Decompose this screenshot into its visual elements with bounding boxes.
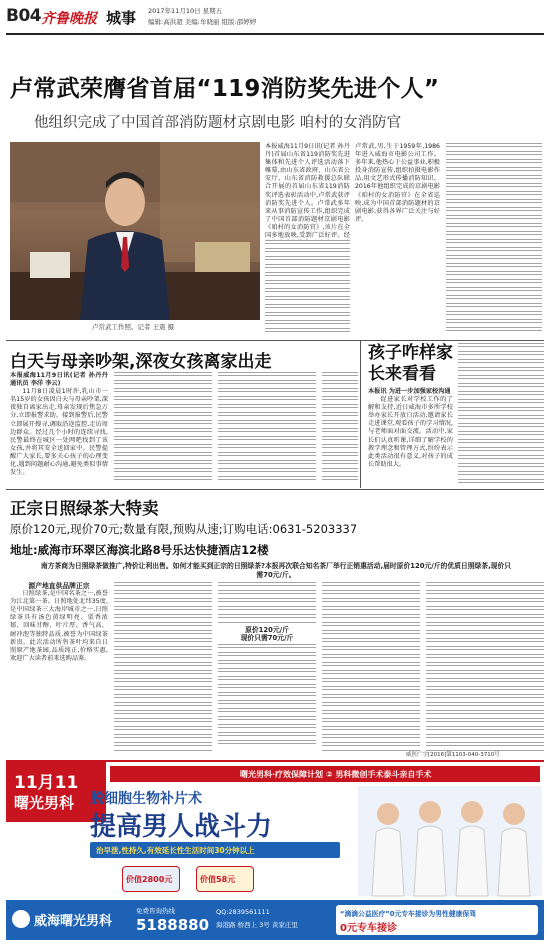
ad-hospital-name: 威海曙光男科 xyxy=(34,914,113,929)
tea-ad-intro: 南方茶商为日照绿茶做推广,特价让利出售。如何才能买到正宗的日照绿茶?本报再次联合知名茶厂举行正销惠活动,届时原价120元/斤的优质日照绿茶,现价只需70元/斤。 xyxy=(40,562,512,579)
ad-clinic-box xyxy=(336,905,538,935)
tea-ad-subhead-2: 原价120元/斤 xyxy=(245,626,289,634)
ad-banner-text: 曙光男科·疗效保障计划 ② 男科微创手术泰斗亲自手术 xyxy=(240,770,432,779)
coupon-1-label: 价值2800元 xyxy=(126,875,173,884)
page-number: B04 xyxy=(6,6,42,26)
article2-col2 xyxy=(114,372,212,484)
ad-badge-bottom: 曙光男科 xyxy=(14,794,75,812)
tea-ad-continuation-4 xyxy=(426,582,544,752)
article2-body: 11月8日凌晨1时许,乳山市一名15岁的女孩因白天与母亲吵架,深夜独自离家出走,母亲发现后焦急万分,立即报警求助。接到报警后,民警立即展开搜寻,调取沿途监控,走访周边群众。经过几个小时的连续寻找,民警最终在城区一处网吧找到了该女孩,并将其安全送回家中。民警提醒广大家长,要多关心孩子的心理变化,遇到问题耐心沟通,避免类似事情发生。 xyxy=(10,388,108,477)
tea-ad-title: 正宗日照绿茶大特卖 xyxy=(10,499,159,518)
article2-col1 xyxy=(10,372,108,484)
lead-body-col3 xyxy=(446,143,542,333)
tea-ad-continuation-2b xyxy=(218,644,316,744)
divider-2 xyxy=(6,489,544,490)
article2-col4 xyxy=(322,372,358,484)
ad-doctors-svg xyxy=(358,786,542,896)
hospital-logo-icon xyxy=(12,910,30,928)
tea-ad-body: 日照绿茶,是中国名茶之一,被誉为江北第一茶。日照地处北纬35度,是中国绿茶三大海岸城市之一,日照绿茶具有汤色黄绿明亮、栗香浓郁、回味甘醇、叶片厚、香气高、耐冲泡等独特品质,被誉为中国绿茶新贵。此次活动所售茶叶均来自日照原产地茶园,品质纯正,价格实惠,欢迎广大读者前来选购品鉴。 xyxy=(10,590,108,662)
tea-ad-col1 xyxy=(10,582,108,752)
tea-ad-price-line: 原价120元,现价70元;数量有限,预购从速;订购电话:0631-5203337 xyxy=(10,522,358,536)
lead-photo xyxy=(10,142,260,320)
coupon-1 xyxy=(122,866,180,892)
article2-col3 xyxy=(218,372,316,484)
ad-subtitle: 脱细胞生物补片术 xyxy=(90,791,202,807)
lead-body-col4 xyxy=(265,240,350,336)
tea-ad-col2 xyxy=(114,582,212,752)
lead-photo-caption: 卢常武工作照。记者 王震 摄 xyxy=(92,323,175,331)
ad-badge-top: 11月11 xyxy=(14,773,79,793)
ad-doctors-photo xyxy=(358,786,542,896)
tea-ad-continuation-3 xyxy=(322,582,420,752)
sidebar-rule xyxy=(360,340,361,488)
article2-headline: 白天与母亲吵架,深夜女孩离家出走 xyxy=(10,352,272,372)
tea-ad-col4 xyxy=(322,582,420,752)
ad-phone-label: 免费咨询热线 xyxy=(136,907,175,915)
lead-body-continuation-2 xyxy=(265,240,350,336)
masthead-rule xyxy=(6,33,544,35)
lead-headline: 卢常武荣膺省首届“119消防奖先进个人” xyxy=(10,76,440,102)
coupon-2 xyxy=(196,866,254,892)
ad-bus-info: 海港路 桥西上 3号 黄家庄里 xyxy=(216,921,298,929)
sidebar-col1 xyxy=(368,388,453,486)
divider-1 xyxy=(6,340,544,341)
section-label: 城事 xyxy=(106,9,137,27)
tea-ad-subhead-3: 现价只需70元/斤 xyxy=(240,634,294,643)
article2-continuation-1 xyxy=(114,372,212,484)
ad-ribbon-text: 治早泄,性持久,有效延长性生活时间30分钟以上 xyxy=(96,846,255,855)
article2-continuation-3 xyxy=(322,372,358,484)
tea-ad-address: 地址:威海市环翠区海滨北路8号乐达快捷酒店12楼 xyxy=(10,543,269,557)
sidebar-headline xyxy=(368,343,468,385)
tea-ad-col3 xyxy=(218,582,316,752)
ad-footer xyxy=(6,900,544,940)
date-line: 2017年11月10日 星期五 xyxy=(148,7,223,15)
lead-subheadline: 他组织完成了中国首部消防题材京剧电影 咱村的女消防官 xyxy=(34,115,402,131)
tea-ad-continuation-1 xyxy=(114,582,212,752)
ad-clinic-text: “滴滴公益医疗”0元专车接诊为男性健康保驾 xyxy=(340,910,477,918)
editor-line: 编辑:高洪超 美编:牟晓丽 组版:邵婷婷 xyxy=(148,18,257,26)
ad-qq: QQ:2839561111 xyxy=(216,908,270,916)
ad-headline: 提高男人战斗力 xyxy=(90,812,273,842)
article2-byline: 本报威海11月9日讯(记者 孙丹丹 通讯员 李洋 李云) xyxy=(10,372,108,388)
tea-ad-continuation-2a xyxy=(218,582,316,624)
lead-body-text: 本报威海11月9日讯(记者 孙丹丹)首届山东省119消防奖先进集体和先进个人评选活动落下帷幕,由山东省政府、山东省公安厅、山东省消防救援总队联合开展的首届山东省119消防奖评选表彰活动中,卢常武获评消防奖先进个人。卢常武多年来从事消防宣传工作,组织完成了中国首部消防题材京剧电影《咱村的女消防官》,该片在全国多地放映,受到广泛好评。经 xyxy=(265,143,350,240)
lead-body-continuation xyxy=(446,143,542,333)
ad-permit: 威医广字[2016]第1103-040-3710号 xyxy=(406,752,500,758)
coupon-2-label: 价值58元 xyxy=(200,875,236,884)
article2-continuation-2 xyxy=(218,372,316,484)
lead-photo-svg xyxy=(10,142,260,320)
sidebar-headline-text: 孩子咋样家长来看看 xyxy=(368,343,453,384)
paper-logo: 齐鲁晚报 xyxy=(41,11,97,27)
sidebar-continuation xyxy=(458,343,544,486)
sidebar-col2 xyxy=(458,343,544,486)
lead-body-text-2: 卢常武,男,生于1959年,1986年进入威海市电影公司工作。多年来,他热心于公益事业,积极投身消防宣传,组织拍摄电影作品,用文艺形式传播消防知识。2016年他组织完成的京剧电影《咱村的女消防官》在全省巡映,成为中国首部消防题材的京剧电影,获得各界广泛关注与好评。 xyxy=(355,143,440,223)
lead-body-col2 xyxy=(355,143,440,333)
bottom-ad xyxy=(6,752,544,938)
ad-phone: 5188880 xyxy=(136,916,210,934)
ad-clinic-tel: 0元专车接诊 xyxy=(340,923,397,934)
tea-ad-subhead-1: 源产地直供品牌正宗 xyxy=(28,582,90,590)
masthead xyxy=(0,0,550,36)
sidebar-byline: 本报讯 为进一步加强家校沟通 xyxy=(368,388,451,395)
ad-banner xyxy=(110,766,540,782)
ad-ribbon xyxy=(90,842,340,858)
sidebar-body: 促进家长对学校工作的了解和支持,近日威海市多所学校举办家长开放日活动,邀请家长走进课堂,观看孩子的学习情况,与老师面对面交流。活动中,家长们认真听课,详细了解学校的教学理念和管理方式,纷纷表示此类活动很有意义,对孩子的成长帮助很大。 xyxy=(368,396,453,468)
tea-ad-col5 xyxy=(426,582,544,752)
